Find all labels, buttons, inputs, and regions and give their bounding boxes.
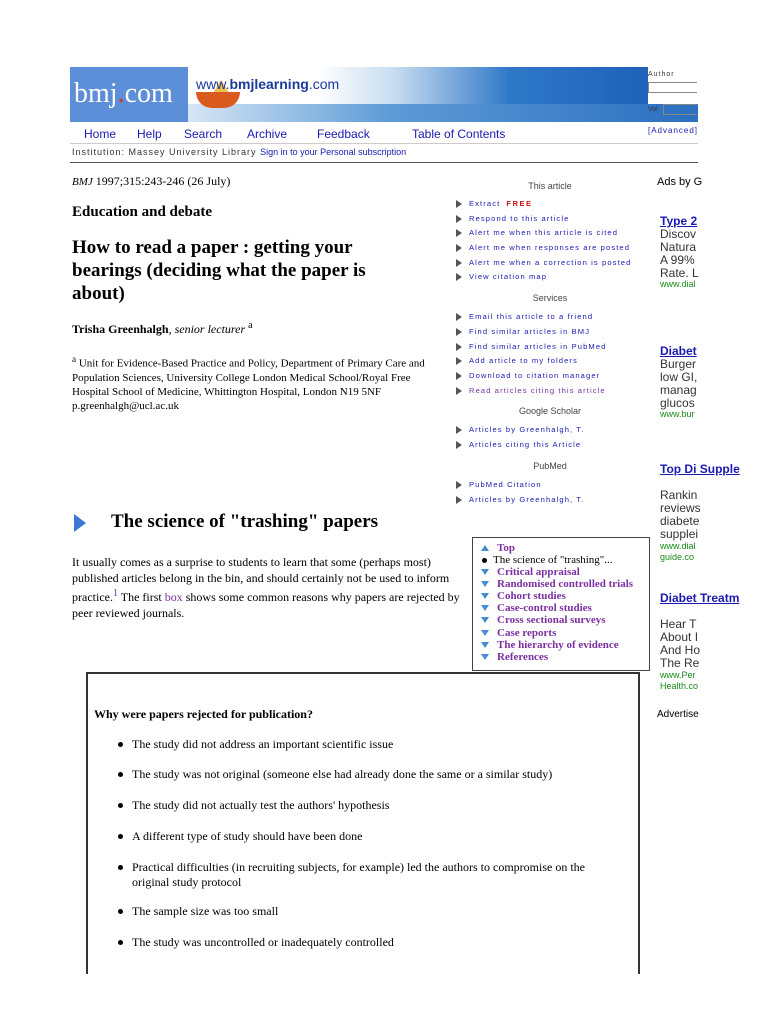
pubmed-author-link[interactable]: Articles by Greenhalgh, T. (469, 495, 585, 504)
arrow-down-icon (481, 593, 489, 599)
bmjlearning-banner[interactable] (196, 76, 339, 92)
bmj-logo-text: bmj.com (74, 78, 173, 109)
toc-link-top[interactable]: Top (497, 542, 515, 554)
add-folders-link-row[interactable] (456, 356, 578, 365)
box-title: Why were papers rejected for publication? (94, 707, 313, 721)
nav-search[interactable]: Search (184, 127, 223, 141)
articles-citing-link[interactable]: Read articles citing this article (469, 386, 606, 395)
toc-link-references[interactable]: References (497, 651, 549, 663)
author-line (72, 320, 253, 337)
bullet-icon (118, 865, 123, 870)
affil-sup: a (72, 354, 77, 364)
arrow-down-icon (481, 569, 489, 575)
list-item (118, 798, 618, 813)
extract-link[interactable]: Extract (469, 199, 501, 208)
arrow-up-icon (481, 545, 489, 551)
similar-pubmed-link[interactable]: Find similar articles in PubMed (469, 342, 607, 351)
pubmed-citation-link[interactable]: PubMed Citation (469, 480, 542, 489)
arrow-down-icon (481, 630, 489, 636)
ad-title[interactable]: Diabet (660, 344, 697, 358)
list-item-text: The study did not address an important scientific issue (132, 737, 394, 751)
scholar-author-link-row[interactable] (456, 425, 584, 434)
pubmed-author-link-row[interactable] (456, 495, 584, 504)
list-item (118, 935, 618, 950)
scholar-author-link[interactable]: Articles by Greenhalgh, T. (469, 425, 585, 434)
alert-cited-link[interactable]: Alert me when this article is cited (469, 228, 619, 237)
toc-link-case-control[interactable]: Case-control studies (497, 602, 592, 614)
alert-correction-link-row[interactable] (456, 258, 631, 267)
bullet-icon (482, 558, 487, 563)
triangle-icon (456, 259, 462, 267)
triangle-icon (456, 426, 462, 434)
section-toc (472, 537, 650, 671)
toc-item-case-reports[interactable] (481, 627, 556, 639)
triangle-icon (456, 441, 462, 449)
list-item (118, 829, 618, 844)
triangle-icon (456, 481, 462, 489)
affiliation (72, 352, 442, 413)
nav-home[interactable]: Home (84, 127, 117, 141)
ad-body: Burger low GI, manag glucos (660, 357, 698, 410)
toc-item-cross-sectional[interactable] (481, 614, 606, 626)
author-input[interactable] (648, 82, 697, 93)
citation-map-link[interactable]: View citation map (469, 272, 548, 281)
triangle-icon (456, 496, 462, 504)
scholar-citing-link-row[interactable] (456, 440, 581, 449)
signin-link[interactable]: Sign in to your Personal subscription (260, 147, 407, 157)
scholar-citing-link[interactable]: Articles citing this Article (469, 440, 582, 449)
arrow-down-icon (481, 581, 489, 587)
toc-link-case-reports[interactable]: Case reports (497, 627, 557, 639)
nav-help[interactable]: Help (137, 127, 162, 141)
list-item-text: The sample size was too small (132, 904, 279, 918)
citation-text: 1997;315:243-246 (26 July) (95, 174, 231, 188)
banner-bar (188, 104, 698, 122)
triangle-icon (456, 313, 462, 321)
alert-cited-link-row[interactable] (456, 228, 618, 237)
reference-link[interactable]: 1 (112, 588, 118, 599)
bullet-icon (118, 803, 123, 808)
bullet-icon (118, 742, 123, 747)
vol-input[interactable] (663, 104, 697, 115)
nav-archive[interactable]: Archive (247, 127, 288, 141)
bullet-icon (118, 772, 123, 777)
ad-url[interactable]: www.dial (660, 279, 696, 289)
article-title: How to read a paper : getting your bearings (deciding what the paper is about) (72, 237, 366, 304)
author-role: , senior lecturer (168, 322, 246, 336)
email-friend-link[interactable]: Email this article to a friend (469, 312, 594, 321)
triangle-icon (456, 215, 462, 223)
toc-item-case-control[interactable] (481, 602, 592, 614)
journal-name: BMJ (72, 176, 93, 188)
ad-title[interactable]: Top Di Supple (660, 462, 740, 476)
nav-table-of-contents[interactable]: Table of Contents (412, 127, 506, 141)
free-badge: FREE (506, 199, 533, 208)
arrow-down-icon (481, 642, 489, 648)
toc-current-label: The science of "trashing"... (493, 554, 613, 566)
bmj-logo[interactable] (74, 78, 173, 110)
toc-link-critical-appraisal[interactable]: Critical appraisal (497, 566, 580, 578)
respond-link-row[interactable] (456, 214, 569, 223)
triangle-icon (456, 273, 462, 281)
toc-link-cross-sectional[interactable]: Cross sectional surveys (497, 614, 606, 626)
pubmed-citation-link-row[interactable] (456, 480, 542, 489)
toc-link-hierarchy[interactable]: The hierarchy of evidence (497, 639, 619, 651)
box-link[interactable]: box (164, 590, 183, 604)
extract-link-row[interactable] (456, 199, 533, 208)
pubmed-heading: PubMed (533, 461, 567, 471)
author-label: Author (648, 71, 675, 78)
ad-url[interactable]: www.bur (660, 409, 695, 419)
nav-feedback[interactable]: Feedback (317, 127, 370, 141)
banner-brand: bmjlearning (229, 76, 309, 92)
institution-bar (72, 147, 406, 157)
alert-responses-link-row[interactable] (456, 243, 630, 252)
triangle-icon (456, 343, 462, 351)
list-item-text: A different type of study should have been done (132, 829, 363, 843)
triangle-icon (456, 357, 462, 365)
science-heading: The science of "trashing" papers (111, 511, 379, 532)
triangle-icon (456, 372, 462, 380)
ad-title[interactable]: Diabet Treatm (660, 591, 740, 605)
toc-item-critical-appraisal[interactable] (481, 566, 580, 578)
ad-url[interactable]: www.Per Health.co (660, 670, 699, 691)
citation-map-link-row[interactable] (456, 272, 547, 281)
arrow-down-icon (481, 617, 489, 623)
triangle-icon (456, 200, 462, 208)
triangle-icon (456, 229, 462, 237)
advertise-link[interactable]: Advertise (657, 709, 699, 720)
banner-suffix: .com (308, 76, 340, 92)
author-email[interactable]: p.greenhalgh@ucl.ac.uk (72, 399, 179, 412)
ad-title[interactable]: Type 2 (660, 214, 698, 228)
articles-citing-link-row[interactable] (456, 386, 606, 395)
banner-prefix: www. (196, 76, 230, 92)
bullet-icon (118, 940, 123, 945)
intro-text-2: The first (117, 590, 165, 604)
ad-body: Rankin reviews diabete supplei (660, 488, 701, 541)
triangle-icon (456, 244, 462, 252)
author-sup: a (248, 320, 253, 331)
this-article-heading: This article (528, 181, 572, 191)
google-scholar-heading: Google Scholar (518, 406, 582, 416)
email-friend-link-row[interactable] (456, 312, 593, 321)
list-item-text: The study was not original (someone else had already done the same or a similar study) (132, 767, 553, 781)
list-item (118, 904, 618, 919)
similar-pubmed-link-row[interactable] (456, 342, 607, 351)
intro-text-3: shows some common reasons why papers are rejected by peer reviewed journals. (72, 590, 460, 620)
list-item (118, 737, 618, 752)
section-arrow-icon (74, 514, 86, 532)
vol-label: Vol (648, 106, 658, 113)
triangle-icon (456, 328, 462, 336)
citation (72, 174, 230, 189)
similar-bmj-link[interactable]: Find similar articles in BMJ (469, 327, 591, 336)
ad-body: Discov Natura A 99% Rate. L (660, 227, 699, 280)
respond-link[interactable]: Respond to this article (469, 214, 570, 223)
list-item-text: The study did not actually test the authors' hypothesis (132, 798, 390, 812)
alert-responses-link[interactable]: Alert me when responses are posted (469, 243, 631, 252)
bullet-icon (118, 909, 123, 914)
list-item-text: Practical difficulties (in recruiting subjects, for example) led the authors to compromise on the original study protocol (132, 860, 585, 889)
triangle-icon (456, 387, 462, 395)
toc-link-rct[interactable]: Randomised controlled trials (497, 578, 634, 590)
list-item (118, 860, 618, 890)
similar-bmj-link-row[interactable] (456, 327, 590, 336)
institution-text: Institution: Massey University Library (72, 147, 257, 157)
toc-item-references[interactable] (481, 651, 548, 663)
author-name: Trisha Greenhalgh (72, 322, 169, 336)
toc-link-cohort[interactable]: Cohort studies (497, 590, 566, 602)
affiliation-text: Unit for Evidence-Based Practice and Policy, Department of Primary Care and Population Sciences, University College London Medical School/Royal Free Hospital School of Medicine, Whittington Hospital, London N19 5NF (72, 357, 425, 398)
add-folders-link[interactable]: Add article to my folders (469, 356, 578, 365)
toc-item-current (481, 554, 613, 566)
toc-item-rct[interactable] (481, 578, 633, 590)
citation-manager-link-row[interactable] (456, 371, 600, 380)
services-heading: Services (532, 293, 568, 303)
list-item-text: The study was uncontrolled or inadequately controlled (132, 935, 394, 949)
list-item (118, 767, 618, 782)
advanced-search-link[interactable]: [Advanced] (648, 126, 699, 135)
nav-divider (70, 143, 698, 144)
intro-text-1: It usually comes as a surprise to students to learn that some (perhaps most) published articles belong in the bin, and should certainly not be used to inform practice. (72, 555, 450, 604)
toc-item-cohort[interactable] (481, 590, 566, 602)
citation-manager-link[interactable]: Download to citation manager (469, 371, 601, 380)
arrow-down-icon (481, 605, 489, 611)
ads-by-google[interactable]: Ads by G (657, 176, 703, 188)
header-divider (70, 162, 698, 163)
toc-item-top[interactable] (481, 542, 515, 554)
ad-url[interactable]: www.dial guide.co (660, 541, 696, 562)
ad-body: Hear T About I And Ho The Re (660, 617, 701, 670)
section-label: Education and debate (72, 204, 213, 220)
intro-paragraph (72, 554, 472, 621)
alert-correction-link[interactable]: Alert me when a correction is posted (469, 258, 632, 267)
toc-item-hierarchy[interactable] (481, 639, 619, 651)
bullet-icon (118, 834, 123, 839)
arrow-down-icon (481, 654, 489, 660)
